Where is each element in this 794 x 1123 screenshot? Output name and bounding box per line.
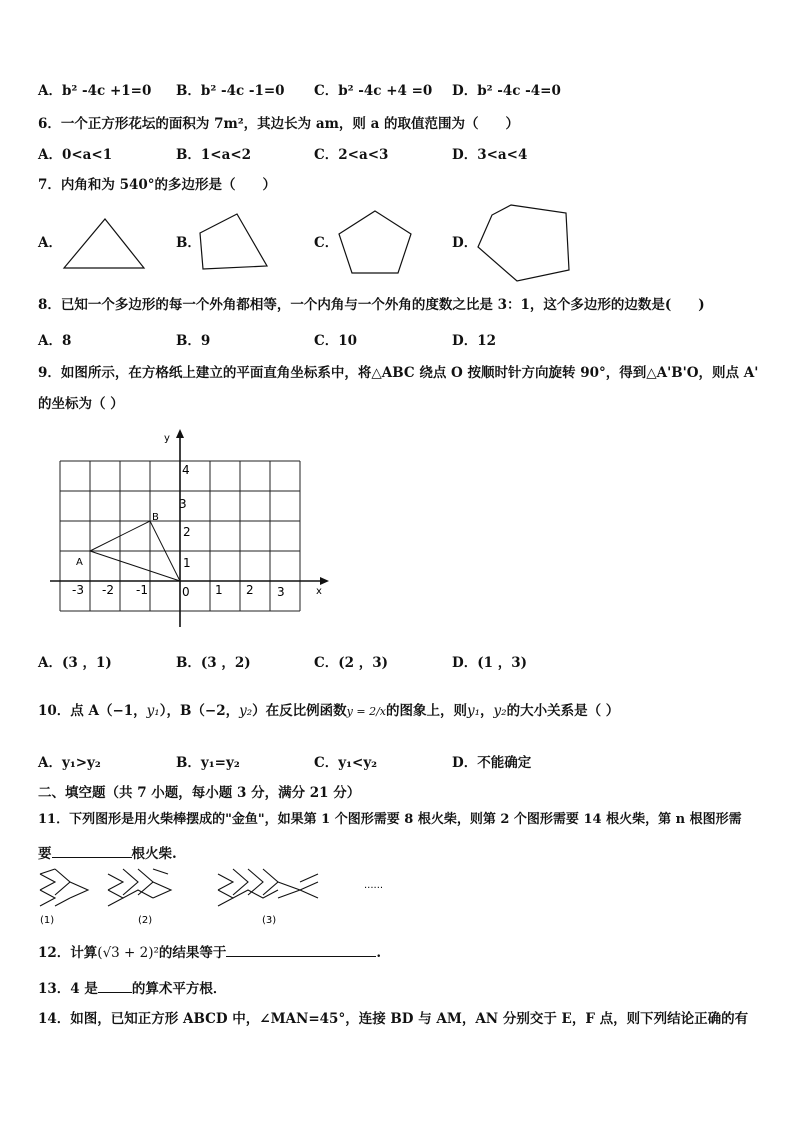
fish-figure-1 [40, 869, 88, 906]
quadrilateral-shape [200, 214, 267, 269]
q14-stem: 14．如图，已知正方形 ABCD 中，∠MAN=45°，连接 BD 与 AM，AN 分别交于 E，F 点，则下列结论正确的有 [38, 1011, 749, 1027]
q9-coordinate-figure [40, 420, 350, 635]
q12-answer-blank[interactable] [226, 942, 376, 957]
hexagon-shape [478, 205, 569, 281]
q6-stem: 6．一个正方形花坛的面积为 7m²，其边长为 am，则 a 的取值范围为（ ） [38, 116, 520, 132]
x-tick-label: 1 [215, 583, 223, 597]
fish-label-1: (1) [40, 915, 55, 926]
q5-option-b[interactable]: B．b² -4c -1=0 [176, 83, 285, 99]
q8-option-d[interactable]: D．12 [452, 333, 496, 349]
q12-stem: 12．计算(√3 + 2)²的结果等于 . [38, 942, 381, 962]
y-tick-label: 4 [182, 463, 190, 477]
q7-stem: 7．内角和为 540°的多边形是（ ） [38, 177, 277, 193]
q6-option-c[interactable]: C．2<a<3 [314, 147, 389, 163]
q7-option-c-label[interactable]: C． [314, 235, 339, 251]
q8-option-c[interactable]: C．10 [314, 333, 358, 349]
pentagon-shape [339, 211, 411, 273]
q6-option-a[interactable]: A．0<a<1 [38, 147, 113, 163]
q9-option-a[interactable]: A．(3 ，1) [38, 655, 112, 671]
y-tick-label: 3 [179, 497, 187, 511]
x-tick-label: 2 [246, 583, 254, 597]
q13-stem: 13．4 是 的算术平方根． [38, 978, 226, 998]
q8-stem: 8．已知一个多边形的每一个外角都相等，一个内角与一个外角的度数之比是 3：1，这个多边形的边数是( ) [38, 297, 705, 313]
ellipsis: ...... [364, 880, 384, 891]
q6-option-b[interactable]: B．1<a<2 [176, 147, 252, 163]
y-axis-arrow [176, 429, 184, 438]
fish-label-3: (3) [262, 915, 277, 926]
q10-stem: 10．点 A（−1，y₁），B（−2，y₂）在反比例函数y = 2/x的图象上，则y₁，y₂的大小关系是（ ） [38, 703, 620, 719]
q9-option-d[interactable]: D．(1 ，3) [452, 655, 527, 671]
q7-option-a-label[interactable]: A． [38, 235, 62, 251]
q9-stem-line1: 9．如图所示，在方格纸上建立的平面直角坐标系中，将△ABC 绕点 O 按顺时针方向旋转 90°，得到△A'B'O，则点 A' [38, 365, 759, 381]
point-a-label: A [76, 557, 83, 568]
q11-stem-line2: 要 根火柴. [38, 843, 177, 863]
q8-option-b[interactable]: B．9 [176, 333, 211, 349]
q10-option-c[interactable]: C．y₁<y₂ [314, 755, 378, 771]
q7-option-b-label[interactable]: B． [176, 235, 201, 251]
q11-fish-figures [0, 862, 420, 932]
q5-option-d[interactable]: D．b² -4c -4=0 [452, 83, 561, 99]
q5-option-a[interactable]: A．b² -4c +1=0 [38, 83, 152, 99]
x-tick-label: -3 [72, 583, 84, 597]
x-axis-arrow [320, 577, 329, 585]
q10-option-a[interactable]: A．y₁>y₂ [38, 755, 101, 771]
section2-heading: 二、填空题（共 7 小题，每小题 3 分，满分 21 分） [38, 785, 361, 801]
q7-polygons [0, 0, 794, 300]
q9-stem-line2: 的坐标为（ ） [38, 396, 124, 412]
q9-option-b[interactable]: B．(3 ，2) [176, 655, 251, 671]
x-tick-label: 0 [182, 585, 190, 599]
x-tick-label: -2 [102, 583, 114, 597]
q11-stem-line1: 11．下列图形是用火柴棒摆成的"金鱼"，如果第 1 个图形需要 8 根火柴，则第 2 个图形需要 14 根火柴，第 n 根图形需 [38, 812, 742, 827]
x-tick-label: -1 [136, 583, 148, 597]
triangle-shape [64, 219, 144, 268]
q10-option-d[interactable]: D．不能确定 [452, 755, 532, 771]
q5-option-c[interactable]: C．b² -4c +4 =0 [314, 83, 433, 99]
q10-option-b[interactable]: B．y₁=y₂ [176, 755, 240, 771]
y-tick-label: 2 [183, 525, 191, 539]
q7-option-d-label[interactable]: D． [452, 235, 478, 251]
q8-option-a[interactable]: A．8 [38, 333, 72, 349]
y-axis-label: y [164, 433, 170, 444]
x-tick-label: 3 [277, 585, 285, 599]
q12-expression: (√3 + 2)² [97, 945, 159, 961]
q11-answer-blank[interactable] [52, 843, 132, 858]
function-expression: y = 2/x [346, 705, 386, 718]
y-tick-label: 1 [183, 556, 191, 570]
point-b-label: B [152, 512, 159, 523]
q13-answer-blank[interactable] [98, 978, 132, 993]
fish-label-2: (2) [138, 915, 153, 926]
q6-option-d[interactable]: D．3<a<4 [452, 147, 528, 163]
fish-figure-3 [218, 869, 318, 906]
fish-figure-2 [108, 869, 171, 906]
q9-option-c[interactable]: C．(2 ，3) [314, 655, 389, 671]
x-axis-label: x [316, 586, 322, 597]
